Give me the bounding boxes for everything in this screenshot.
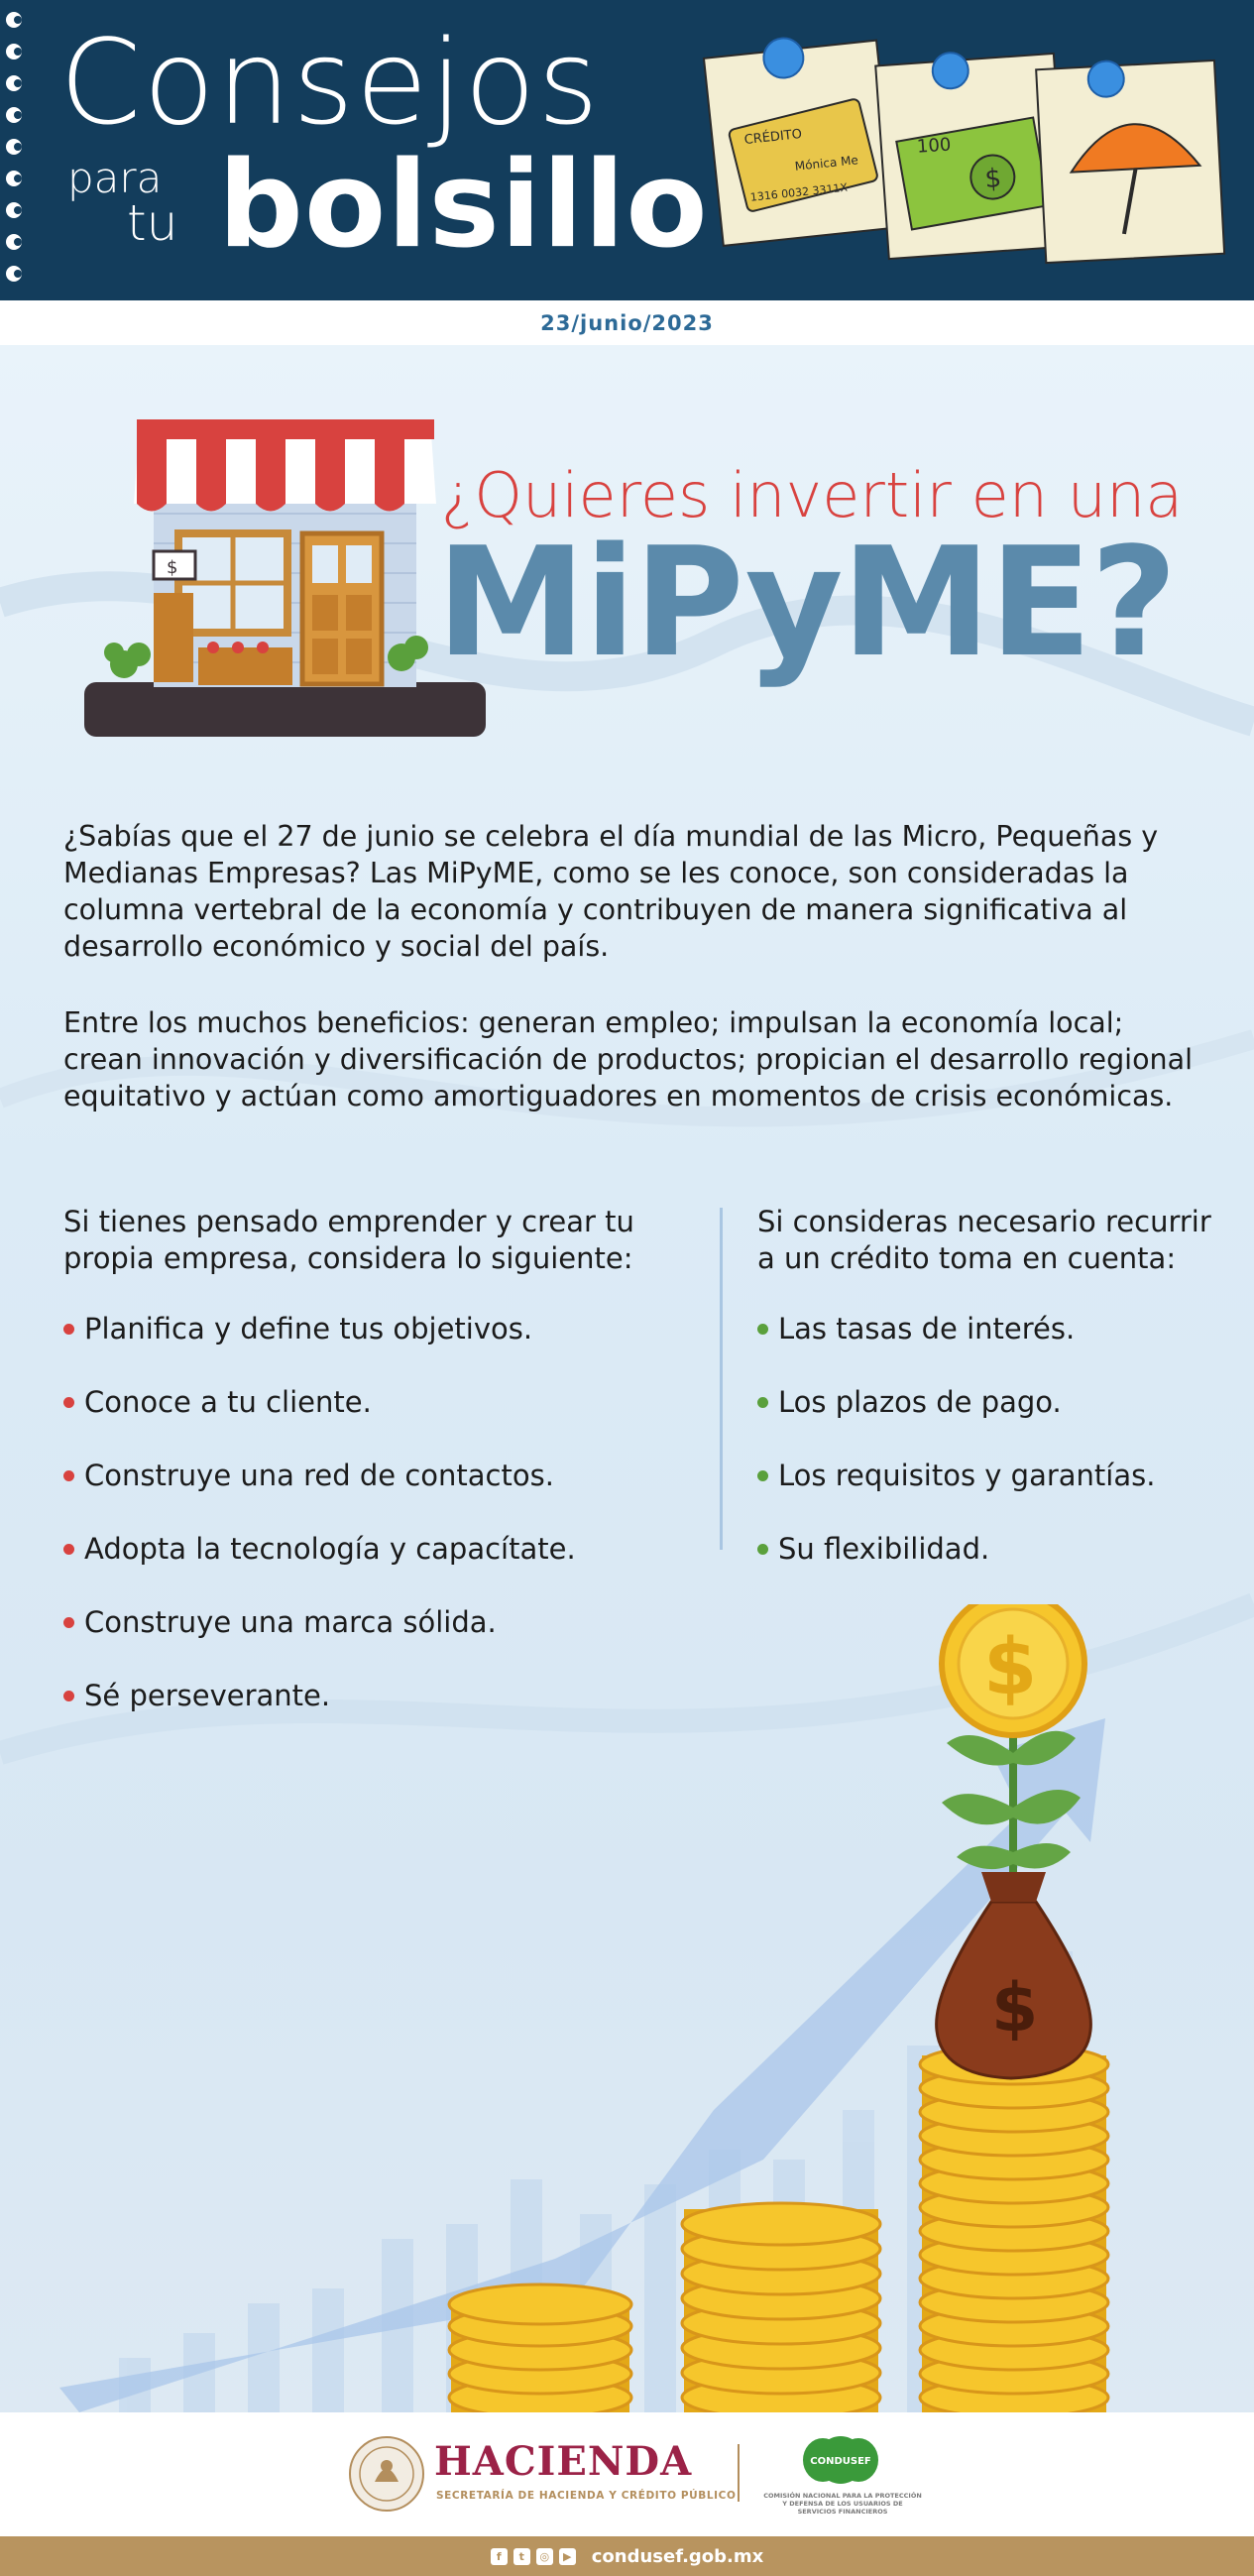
list-item bbox=[63, 1458, 708, 1494]
store-illustration bbox=[79, 385, 496, 742]
growth-illustration bbox=[0, 1604, 1254, 2412]
sticky-notes-illustration bbox=[694, 20, 1229, 278]
list-item-text: Construye una marca sólida. bbox=[84, 1605, 497, 1639]
bullet-icon bbox=[757, 1470, 768, 1481]
coin-stack-medium bbox=[682, 2203, 880, 2412]
list-item-text: Sé perseverante. bbox=[84, 1679, 331, 1712]
bag-dollar-text: $ bbox=[991, 1969, 1039, 2048]
date-bar bbox=[0, 300, 1254, 345]
entrepreneur-tips-intro: Si tienes pensado emprender y crear tu propia empresa, considera lo siguiente: bbox=[63, 1205, 634, 1275]
credit-tips-intro: Si consideras necesario recurrir a un crédito toma en cuenta: bbox=[757, 1205, 1211, 1275]
list-item bbox=[757, 1458, 1213, 1494]
credit-tips-column bbox=[757, 1204, 1213, 1604]
intro-paragraph: ¿Sabías que el 27 de junio se celebra el día mundial de las Micro, Pequeñas y Medianas Empresas? Las MiPyME, como se les conoce, son consideradas la columna vertebral de la economía y contribuyen de manera significativa al desarrollo económico y social del país. bbox=[63, 820, 1159, 963]
title-line2: bolsillo bbox=[218, 137, 709, 275]
hero-question: ¿Quieres invertir en una bbox=[441, 459, 1184, 531]
footer-divider bbox=[738, 2444, 740, 2502]
bullet-icon bbox=[63, 1324, 74, 1335]
page-footer bbox=[0, 2412, 1254, 2536]
umbrella-note bbox=[1036, 56, 1224, 263]
pin-icon bbox=[1087, 60, 1125, 98]
main-content bbox=[0, 345, 1254, 2412]
hacienda-logo-text: HACIENDA bbox=[434, 2438, 693, 2485]
facebook-icon[interactable]: f bbox=[491, 2548, 508, 2565]
coin-stack-small bbox=[449, 2284, 631, 2412]
condusef-logo-icon bbox=[801, 2434, 880, 2486]
bill-value-text: 100 bbox=[916, 134, 953, 158]
hacienda-subtitle: SECRETARÍA DE HACIENDA Y CRÉDITO PÚBLICO bbox=[436, 2490, 737, 2502]
condusef-subtitle: COMISIÓN NACIONAL PARA LA PROTECCIÓN Y DEFENSA DE LOS USUARIOS DE SERVICIOS FINANCIEROS bbox=[763, 2492, 922, 2516]
twitter-icon[interactable]: t bbox=[513, 2548, 530, 2565]
bullet-icon bbox=[757, 1544, 768, 1555]
list-item bbox=[63, 1311, 708, 1347]
footer-bar bbox=[0, 2536, 1254, 2576]
bullet-icon bbox=[757, 1397, 768, 1408]
store-sign-text: $ bbox=[167, 557, 178, 578]
bill-symbol-text: $ bbox=[983, 163, 1003, 195]
card-label-text: CRÉDITO bbox=[743, 127, 803, 149]
column-divider bbox=[720, 1208, 723, 1550]
list-item bbox=[757, 1531, 1213, 1568]
benefits-paragraph: Entre los muchos beneficios: generan empleo; impulsan la economía local; crean innovación y diversificación de productos; propician el desarrollo regional equitativo y actúan como amortiguadores en momentos de crisis económicas. bbox=[63, 1006, 1193, 1112]
list-item-text: Su flexibilidad. bbox=[778, 1532, 990, 1566]
title-para: para bbox=[67, 154, 163, 202]
card-name-text: Mónica Me bbox=[794, 153, 859, 174]
condusef-logo-text: CONDUSEF bbox=[810, 2456, 871, 2467]
website-link[interactable]: condusef.gob.mx bbox=[591, 2545, 764, 2567]
page-header bbox=[0, 0, 1254, 300]
list-item-text: Planifica y define tus objetivos. bbox=[84, 1312, 533, 1346]
list-item-text: Las tasas de interés. bbox=[778, 1312, 1076, 1346]
instagram-icon[interactable]: ◎ bbox=[536, 2548, 553, 2565]
list-item-text: Construye una red de contactos. bbox=[84, 1459, 554, 1492]
list-item bbox=[757, 1311, 1213, 1347]
list-item-text: Los requisitos y garantías. bbox=[778, 1459, 1156, 1492]
publication-date: 23/junio/2023 bbox=[540, 310, 714, 335]
list-item-text: Adopta la tecnología y capacítate. bbox=[84, 1532, 576, 1566]
coin-dollar-text: $ bbox=[983, 1623, 1038, 1712]
hero-headline: MiPyME? bbox=[436, 515, 1176, 690]
coin-stack-tall bbox=[920, 2045, 1108, 2412]
title-line1: Consejos bbox=[59, 14, 601, 151]
card-number-text: 1316 0032 3311X bbox=[749, 180, 849, 204]
bullet-icon bbox=[63, 1544, 74, 1555]
bullet-icon bbox=[63, 1470, 74, 1481]
list-item bbox=[63, 1531, 708, 1568]
list-item-text: Los plazos de pago. bbox=[778, 1385, 1062, 1419]
notebook-rings-decoration bbox=[0, 0, 40, 300]
youtube-icon[interactable]: ▶ bbox=[559, 2548, 576, 2565]
bullet-icon bbox=[757, 1324, 768, 1335]
list-item-text: Conoce a tu cliente. bbox=[84, 1385, 372, 1419]
gold-coin-icon bbox=[942, 1604, 1084, 1735]
list-item bbox=[63, 1384, 708, 1421]
list-item bbox=[757, 1384, 1213, 1421]
bullet-icon bbox=[63, 1397, 74, 1408]
hacienda-seal-icon bbox=[347, 2434, 426, 2514]
credit-card-note bbox=[703, 29, 896, 246]
credit-tips-list bbox=[757, 1311, 1213, 1568]
title-tu: tu bbox=[127, 194, 178, 252]
